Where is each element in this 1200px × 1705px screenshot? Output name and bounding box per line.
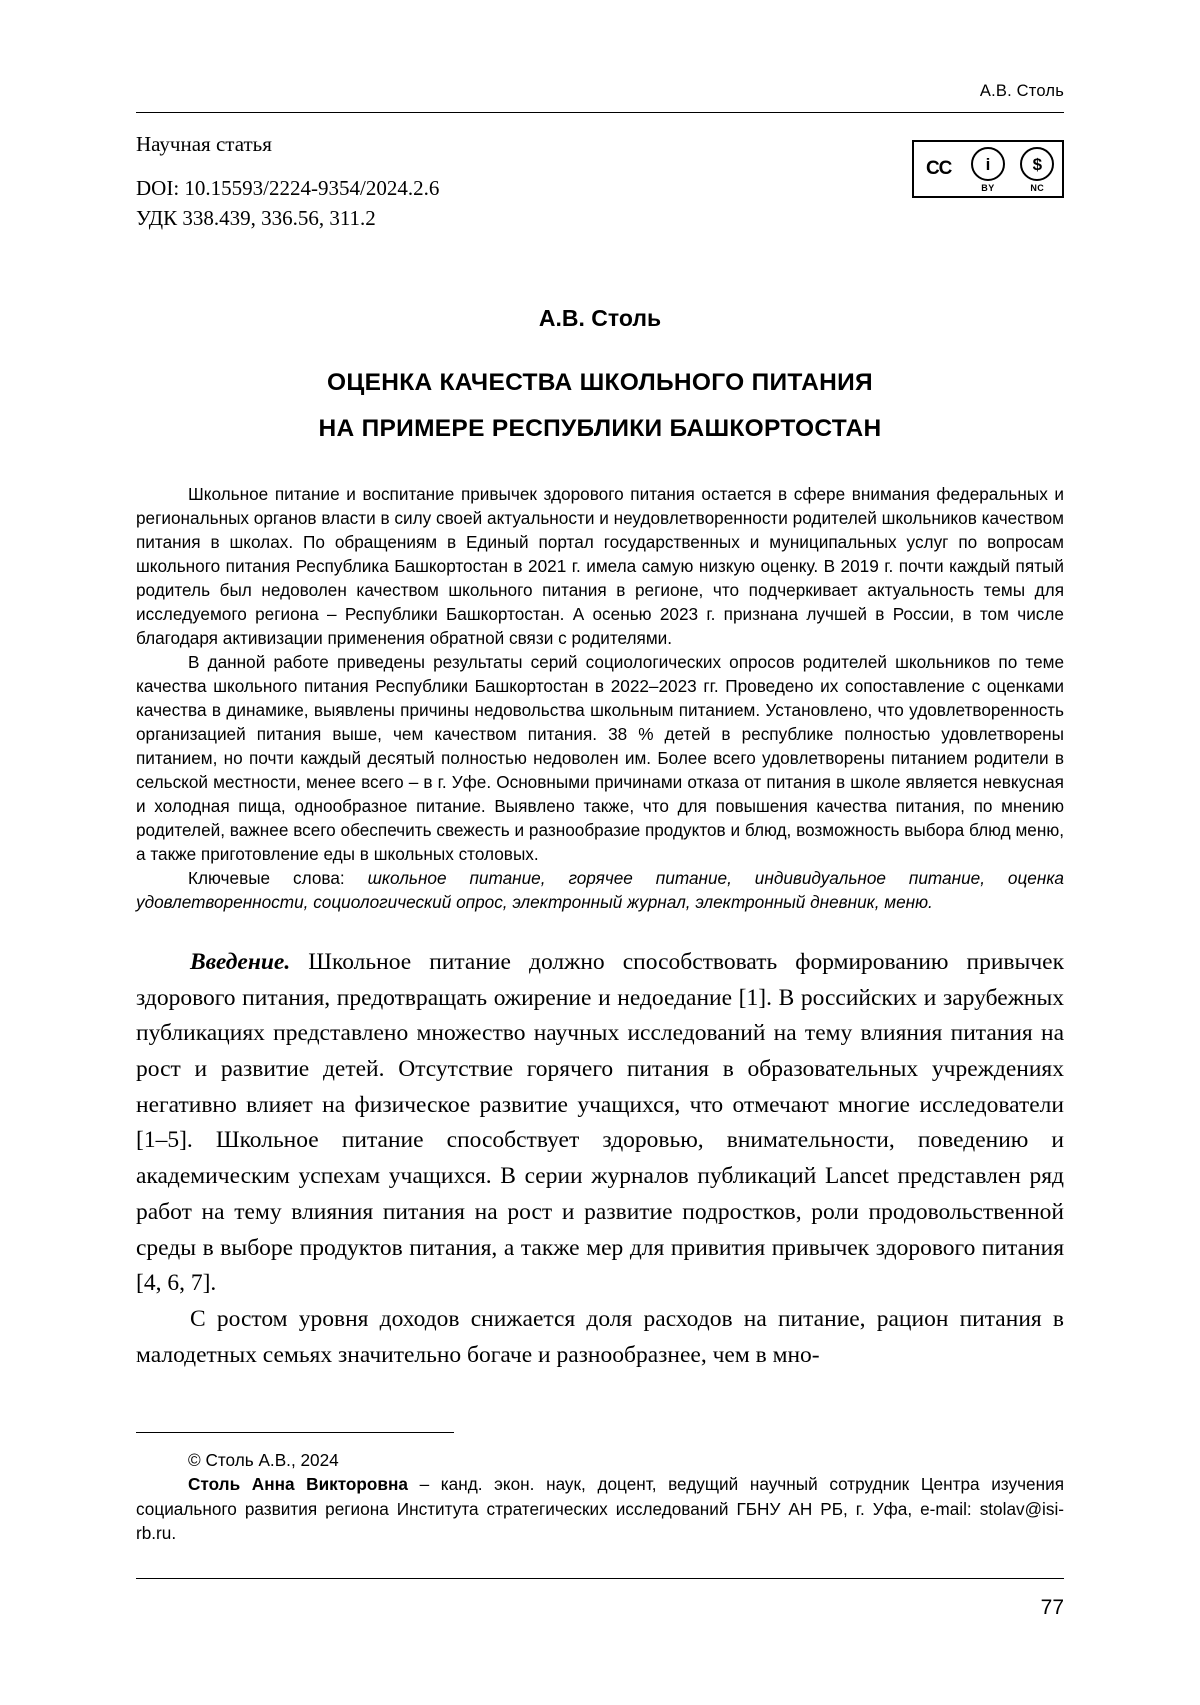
footer-rule	[136, 1578, 1064, 1579]
body-paragraph-2: С ростом уровня доходов снижается доля расходов на питание, рацион питания в малодетных семьях значительно богаче и разнообразнее, чем в мно-	[136, 1305, 1064, 1368]
section-heading-introduction: Введение.	[190, 948, 291, 975]
title-line-2: НА ПРИМЕРЕ РЕСПУБЛИКИ БАШКОРТОСТАН	[318, 414, 882, 442]
cc-icon: CC	[925, 158, 952, 179]
creative-commons-badge	[912, 140, 1064, 198]
footnote	[136, 1448, 1064, 1546]
cc-nc-label: NC	[1030, 183, 1045, 193]
footnote-author-info	[136, 1472, 1064, 1545]
cc-nc-cell	[1013, 142, 1062, 196]
running-head: А.В. Столь	[979, 82, 1064, 100]
cc-by-label: BY	[981, 183, 995, 193]
footnote-copyright: © Столь А.В., 2024	[188, 1450, 339, 1470]
body-paragraph-1	[136, 945, 1064, 1302]
abstract-paragraph: В данной работе приведены результаты серий социологических опросов родителей школьников по теме качества школьного питания Республики Башкортостан в 2022–2023 гг. Проведено их сопоставление с оценками качества в динамике, выявлены причины недовольства школьным питанием. Установлено, что удовлетворенность организацией питания выше, чем качеством питания. 38 % детей в республике полностью удовлетворены питанием, но почти каждый десятый полностью недоволен им. Более всего удовлетворены питанием родители в сельской местности, менее всего – в г. Уфе. Основными причинами отказа от питания в школе является невкусная и холодная пища, однообразное питание. Выявлено также, что для повышения качества питания, по мнению родителей, важнее всего обеспечить свежесть и разнообразие продуктов и блюд, возможность выбора блюд меню, а также приготовление еды в школьных столовых.	[136, 651, 1064, 864]
body-text	[136, 945, 1064, 1374]
footnote-author-name: Столь Анна Викторовна	[188, 1474, 408, 1495]
footnote-author-bio: – канд. экон. наук, доцент, ведущий научный сотрудник Центра изучения социального развития региона Института стратегических исследований ГБНУ АН РБ, г. Уфа, e-mail: stolav@isi-rb.ru.	[136, 1474, 1064, 1544]
keywords-label: Ключевые слова:	[188, 867, 345, 888]
article-author: А.В. Столь	[538, 305, 662, 332]
udk-line: УДК 338.439, 336.56, 311.2	[136, 205, 376, 230]
page-title	[136, 360, 1064, 451]
title-line-1: ОЦЕНКА КАЧЕСТВА ШКОЛЬНОГО ПИТАНИЯ	[327, 369, 873, 397]
abstract-paragraph: Школьное питание и воспитание привычек здорового питания остается в сфере внимания федеральных и региональных органов власти в силу своей актуальности и неудовлетворенности родителей школьников качеством питания в школах. По обращениям в Единый портал государственных и муниципальных услуг по вопросам школьного питания Республика Башкортостан в 2021 г. имела самую низкую оценку. В 2019 г. почти каждый пятый родитель был недоволен качеством школьного питания в регионе, что подчеркивает актуальность темы для исследуемого региона – Республики Башкортостан. А осенью 2023 г. признана лучшей в России, в том числе благодаря активизации применения обратной связи с родителями.	[136, 484, 1064, 648]
doi-line: DOI: 10.15593/2224-9354/2024.2.6	[136, 175, 440, 200]
page-content	[136, 130, 1064, 1373]
keywords	[136, 867, 1064, 915]
money-crossed-icon: $	[1020, 147, 1054, 181]
cc-by-cell	[963, 142, 1012, 196]
body-paragraph-1-text: Школьное питание должно способствовать формированию привычек здорового питания, предотвращать ожирение и недоедание [1]. В российских и зарубежных публикациях представлено множество научных исследований на тему влияния питания на рост и развитие детей. Отсутствие горячего питания в образовательных учреждениях негативно влияет на физическое развитие учащихся, что отмечают многие исследователи [1–5]. Школьное питание способствует здоровью, внимательности, поведению и академическим успехам учащихся. В серии журналов публикаций Lancet представлен ряд работ на тему влияния питания на рост и развитие подростков, роли продовольственной среды в выборе продуктов питания, а также мер для привития привычек здорового питания [4, 6, 7].	[136, 948, 1064, 1297]
person-icon: i	[971, 147, 1005, 181]
keywords-list: школьное питание, горячее питание, индивидуальное питание, оценка удовлетворенности, социологический опрос, электронный журнал, электронный дневник, меню.	[136, 867, 1064, 912]
footnote-rule	[136, 1432, 454, 1433]
cc-logo-cell	[914, 142, 963, 196]
header-rule	[136, 112, 1064, 113]
abstract	[136, 483, 1064, 915]
article-type: Научная статья	[136, 132, 272, 156]
page-number: 77	[1040, 1596, 1064, 1619]
